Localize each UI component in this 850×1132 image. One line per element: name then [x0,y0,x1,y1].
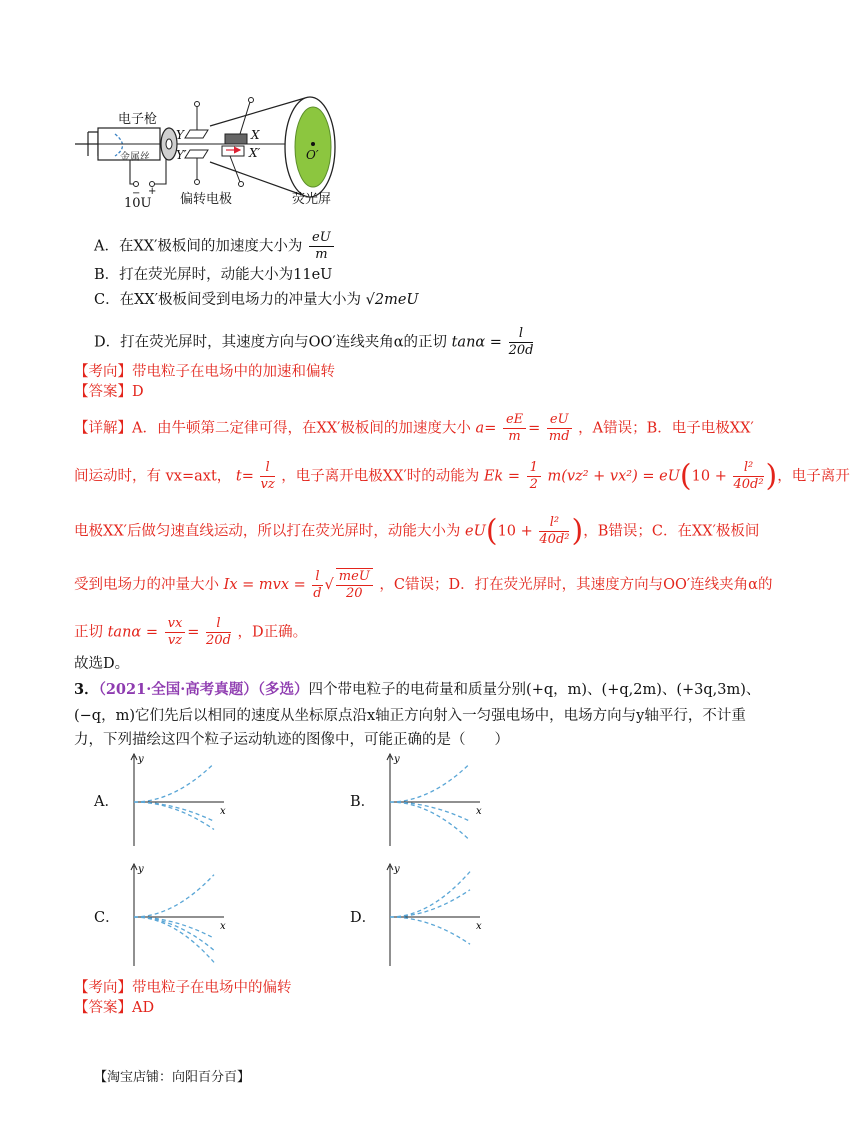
detail-math: = [484,420,497,437]
x-plate-bottom-label: X′ [249,146,261,160]
q2-topic: 【考向】带电粒子在电场中的加速和偏转 [74,364,335,380]
q3-topic: 【考向】带电粒子在电场中的偏转 [74,980,292,996]
footer-shop: 【淘宝店铺：向阳百分百】 [94,1070,251,1085]
voltage-minus: − [132,188,141,199]
q2-option-c-math: √2meU [365,292,419,308]
q3-stem-3: 力，下列描绘这四个粒子运动轨迹的图像中，可能正确的是（ ） [74,732,509,748]
y-plate-top-label: Y [176,128,184,142]
q2-option-a-fraction: $\frac{eU}{m}$ [309,230,334,263]
trajectory-curve [134,802,214,830]
q3-option-d [350,860,510,970]
q2-answer: 【答案】D [74,384,144,400]
screen-center-label: O′ [306,148,319,162]
detail-math: Ix = mvx = [223,577,306,593]
q2-option-d-math: tanα = [451,334,502,351]
q2-option-d-fraction: $\frac{l}{20d}$ [508,326,534,358]
detail-fraction: $\frac{l}{vz}$ [260,460,275,492]
detail-text: 受到电场力的冲量大小 [74,577,219,593]
q2-detail-line-3: 电极XX′后做匀速直线运动，所以打在荧光屏时，动能大小为 eU(10 + $\frac{\text{l²}}{\text{40d²}}$ )，B错误；C．在XX′极板间 [74,513,760,549]
trajectory-graph-c [122,860,252,970]
detail-text: ，A错误；B．电子电极XX′ [578,420,754,437]
q3-option-b [350,750,510,850]
detail-text: ，电子离开电极XX′时的动能为 [281,468,480,485]
q2-detail-line-1: 【详解】A．由牛顿第二定律可得，在XX′极板间的加速度大小 a= $\frac{eE}{m}$ = $\frac{eU}{md}$ ，A错误；B．电子电极XX′ [74,412,754,444]
y-axis-label: y [138,754,144,765]
apparatus-figure [70,92,370,214]
q3-line-1 [74,680,760,700]
voltage-plus: + [148,186,157,197]
detail-text: ，B错误；C．在XX′极板间 [583,523,760,540]
q3-stem-2: (−q，m)它们先后以相同的速度从坐标原点沿x轴正方向射入一匀强电场中，电场方向与y轴平行，不计重 [74,708,746,724]
q3-source: （2021·全国·高考真题） [98,681,258,698]
detail-math: 10 + [691,468,727,485]
option-label: B． [350,794,376,810]
q2-detail-line-2: 间运动时，有 vx=axt， t= $\frac{l}{vz}$ ，电子离开电极XX′时的动能为 Ek = $\frac{1}{2}$ m(vz² + vx²) = eU(10 + $\frac{\text{l²}}{\text{40d²}}$ )，电子离开 [74,458,850,494]
detail-fraction: $\frac{vx}{vz}$ [165,616,186,649]
detail-text: ，电子离开 [777,468,850,485]
y-axis-label: y [394,864,400,875]
q2-detail-line-4: 受到电场力的冲量大小 Ix = mvx = $\frac{l}{d}$ √ $\frac{\text{meU}}{20}$ ，C错误；D．打在荧光屏时，其速度方向与OO′连线夹角α的 [74,568,773,601]
trajectory-curve [390,764,470,803]
trajectory-curve [134,802,214,821]
detail-fraction: $\frac{l}{20d}$ [206,616,231,648]
x-axis-label: x [476,806,482,817]
trajectory-curve [134,875,214,917]
detail-math: t= [235,468,254,485]
q2-option-a-text: A．在XX′极板间的加速度大小为 [94,238,303,255]
detail-fraction: $\frac{\text{meU}}{20}$ [336,568,373,602]
detail-text: ，D正确。 [237,624,308,641]
y-axis-label: y [394,754,400,765]
screen-label: 荧光屏 [292,192,332,207]
trajectory-curve [390,872,470,917]
x-axis-label: x [220,921,226,932]
q3-answer: 【答案】AD [74,1000,155,1016]
detail-fraction: $\frac{eU}{md}$ [548,412,570,444]
detail-text: ，C错误；D．打在荧光屏时，其速度方向与OO′连线夹角α的 [379,577,773,593]
detail-math: tanα = [107,624,158,641]
trajectory-curve [390,890,470,917]
q3-option-a [94,750,254,850]
trajectory-curve [134,764,214,803]
filament-label: 金属丝 [120,152,150,163]
detail-math: m(vz² + vx²) = eU [547,468,680,485]
detail-text: 正切 [74,624,103,641]
q2-conclusion: 故选D。 [74,656,130,672]
detail-fraction: $\frac{\text{l²}}{\text{40d²}}$ [539,515,570,547]
q2-option-b: B．打在荧光屏时，动能大小为11eU [94,267,333,283]
detail-fraction: $\frac{1}{2}$ [527,460,541,493]
trajectory-curve [390,917,470,944]
detail-math: eU [465,523,486,540]
electrode-label: 偏转电极 [180,192,233,207]
option-label: A． [94,794,119,810]
q2-option-c-text: C．在XX′极板间受到电场力的冲量大小为 [94,292,362,308]
trajectory-curve [134,917,214,962]
x-plate-top-label: X [251,128,260,142]
trajectory-curve [390,802,470,821]
x-axis-label: x [476,921,482,932]
trajectory-curve [134,917,214,950]
trajectory-graph-b [378,750,508,850]
detail-fraction: $\frac{\text{l²}}{\text{40d²}}$ [733,460,764,492]
trajectory-curve [134,917,214,938]
q2-option-c [94,290,419,310]
trajectory-graph-a [122,750,252,850]
q3-number: 3． [74,681,99,698]
voltage-label: 10U [124,196,152,211]
detail-text: 电极XX′后做匀速直线运动，所以打在荧光屏时，动能大小为 [74,523,461,540]
q2-option-a [94,230,336,263]
trajectory-curve [390,802,470,841]
gun-label: 电子枪 [118,112,158,127]
x-axis-label: x [220,806,226,817]
q2-detail-line-5 [74,616,307,649]
trajectory-graph-d [378,860,508,970]
detail-text: 【详解】A．由牛顿第二定律可得，在XX′极板间的加速度大小 [74,420,471,437]
option-label: C． [94,910,120,926]
detail-math: 10 + [497,523,533,540]
detail-text: 间运动时，有 vx=axt， [74,468,232,485]
detail-fraction: $\frac{eE}{m}$ [503,412,526,445]
q3-option-c [94,860,254,970]
detail-fraction: $\frac{l}{d}$ [313,568,322,601]
q3-tag: （多选） [257,681,309,698]
q2-option-d [94,326,535,359]
q3-stem-1: 四个带电粒子的电荷量和质量分别(+q，m)、(+q,2m)、(+3q,3m)、 [308,682,761,698]
detail-math: Ek = [483,468,520,485]
option-label: D． [350,910,377,926]
q2-option-d-text: D．打在荧光屏时，其速度方向与OO′连线夹角α的正切 [94,334,447,351]
y-plate-bottom-label: Y′ [176,148,187,162]
detail-math: = [187,624,200,641]
y-axis-label: y [138,864,144,875]
detail-math: a [475,420,485,437]
